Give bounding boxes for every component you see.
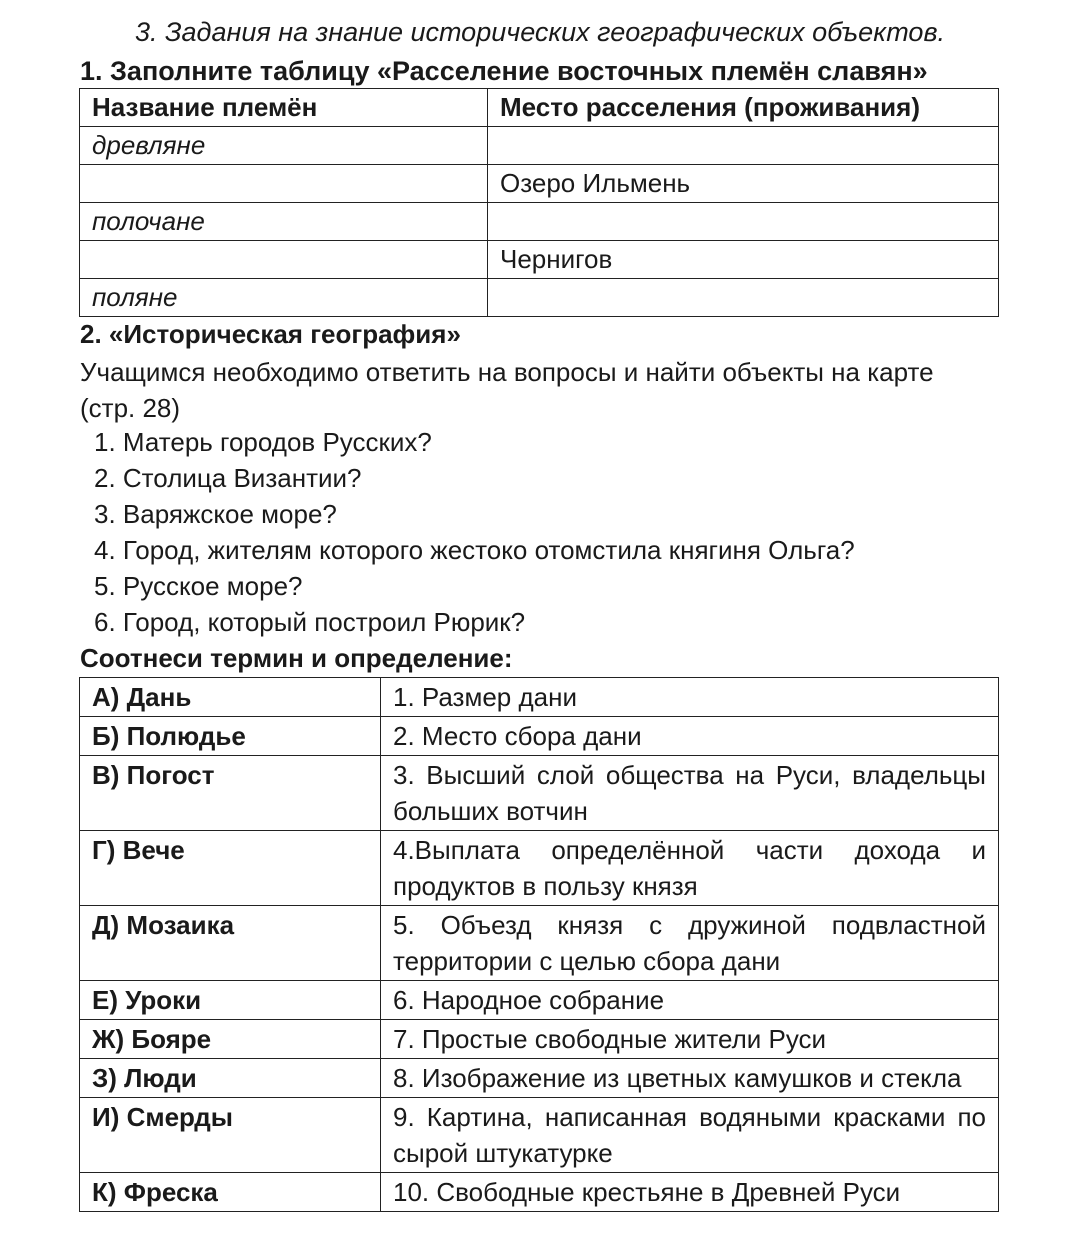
- list-item: 6. Город, который построил Рюрик?: [94, 607, 526, 637]
- tribes-table: [79, 88, 999, 317]
- definition-cell: 1. Размер дани: [381, 678, 999, 717]
- place-cell[interactable]: [488, 127, 999, 165]
- table-row: [80, 981, 999, 1020]
- header-settlement-place: Место расселения (проживания): [488, 89, 999, 127]
- term-cell: Г) Вече: [80, 831, 381, 906]
- definition-cell: 5. Объезд князя с дружиной подвластной территории с целью сбора дани: [381, 906, 999, 981]
- term-cell: Д) Мозаика: [80, 906, 381, 981]
- definition-cell: 7. Простые свободные жители Руси: [381, 1020, 999, 1059]
- table-row: [80, 756, 999, 831]
- term-cell: З) Люди: [80, 1059, 381, 1098]
- list-item: 2. Столица Византии?: [94, 463, 362, 493]
- table-row: [80, 678, 999, 717]
- tribe-cell[interactable]: [80, 241, 488, 279]
- table-row: [80, 717, 999, 756]
- definition-cell: 3. Высший слой общества на Руси, владельцы больших вотчин: [381, 756, 999, 831]
- tribe-cell: поляне: [80, 279, 488, 317]
- definition-cell: 2. Место сбора дани: [381, 717, 999, 756]
- tribe-cell: полочане: [80, 203, 488, 241]
- place-cell[interactable]: [488, 203, 999, 241]
- term-cell: А) Дань: [80, 678, 381, 717]
- section-title: 3. Задания на знание исторических географических объектов.: [134, 17, 946, 47]
- table-row: [80, 1098, 999, 1173]
- table-row: [80, 1059, 999, 1098]
- table-row: [80, 906, 999, 981]
- table-row: [80, 127, 999, 165]
- table-row: [80, 165, 999, 203]
- term-cell: И) Смерды: [80, 1098, 381, 1173]
- question-list: [94, 424, 855, 640]
- definition-cell: 10. Свободные крестьяне в Древней Руси: [381, 1173, 999, 1212]
- table-row: [80, 1173, 999, 1212]
- definition-cell: 9. Картина, написанная водяными красками по сырой штукатурке: [381, 1098, 999, 1173]
- definition-cell: 4.Выплата определённой части дохода и продуктов в пользу князя: [381, 831, 999, 906]
- task2-heading: 2. «Историческая география»: [80, 319, 461, 349]
- task1-heading: 1. Заполните таблицу «Расселение восточных племён славян»: [80, 56, 928, 86]
- term-cell: Е) Уроки: [80, 981, 381, 1020]
- task2-intro: Учащимся необходимо ответить на вопросы и найти объекты на карте (стр. 28): [80, 357, 934, 423]
- term-cell: В) Погост: [80, 756, 381, 831]
- term-cell: Ж) Бояре: [80, 1020, 381, 1059]
- terms-table: [79, 677, 999, 1212]
- definition-cell: 8. Изображение из цветных камушков и стекла: [381, 1059, 999, 1098]
- table-row: [80, 1020, 999, 1059]
- definition-cell: 6. Народное собрание: [381, 981, 999, 1020]
- tribe-cell: древляне: [80, 127, 488, 165]
- table-row: [80, 831, 999, 906]
- place-cell[interactable]: [488, 279, 999, 317]
- term-cell: К) Фреска: [80, 1173, 381, 1212]
- header-tribe-name: Название племён: [80, 89, 488, 127]
- table-row: [80, 241, 999, 279]
- place-cell: Озеро Ильмень: [488, 165, 999, 203]
- table-row: [80, 279, 999, 317]
- list-item: 5. Русское море?: [94, 571, 303, 601]
- list-item: 1. Матерь городов Русских?: [94, 427, 432, 457]
- table-row: [80, 203, 999, 241]
- place-cell: Чернигов: [488, 241, 999, 279]
- term-cell: Б) Полюдье: [80, 717, 381, 756]
- list-item: 3. Варяжское море?: [94, 499, 337, 529]
- tribes-table-header: [80, 89, 999, 127]
- tribe-cell[interactable]: [80, 165, 488, 203]
- task3-heading: Соотнеси термин и определение:: [80, 643, 513, 673]
- list-item: 4. Город, жителям которого жестоко отомстила княгиня Ольга?: [94, 535, 855, 565]
